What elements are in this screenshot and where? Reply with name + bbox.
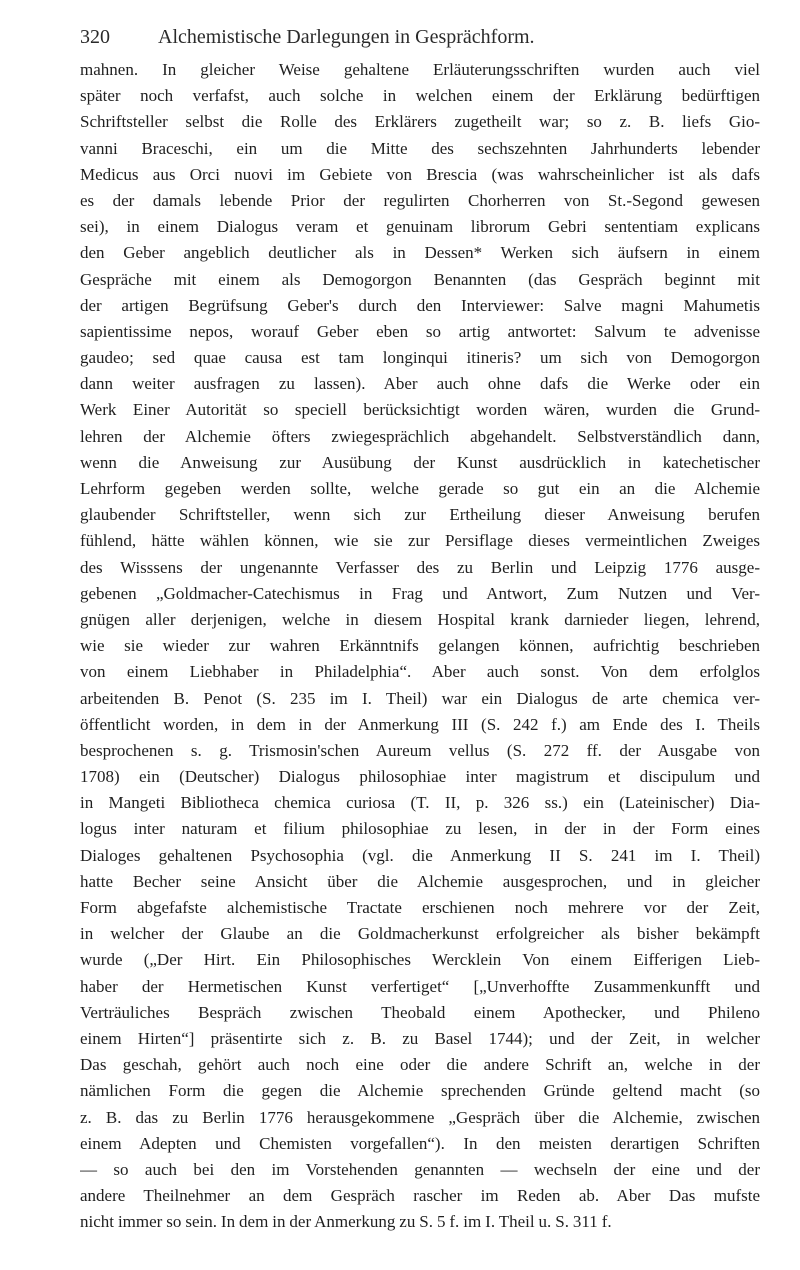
text-line: es der damals lebende Prior der regulirten Chorherren von St.-Segond gewesen xyxy=(80,190,760,210)
text-line: später noch verfafst, auch solche in welchen einem der Erklärung bedürftigen xyxy=(80,86,760,106)
text-line: Lehrform gegeben werden sollte, welche gerade so gut ein an die Alchemie xyxy=(80,479,760,498)
text-line: fühlend, hätte wählen können, wie sie zur Persiflage dieses vermeintlichen Zweiges xyxy=(80,531,760,551)
text-line: Das geschah, gehört auch noch eine oder die andere Schrift an, welche in der xyxy=(80,1055,760,1075)
text-line: 1708) ein (Deutscher) Dialogus philosophiae inter magistrum et discipulum und xyxy=(80,767,760,787)
text-line: von einem Liebhaber in Philadelphia“. Aber auch sonst. Von dem erfolglos xyxy=(80,662,760,682)
text-line: arbeitenden B. Penot (S. 235 im I. Theil) war ein Dialogus de arte chemica ver- xyxy=(80,688,760,708)
text-line: mahnen. In gleicher Weise gehaltene Erläuterungsschriften wurden auch viel xyxy=(80,60,760,79)
text-line: Verträuliches Bespräch zwischen Theobald einem Apothecker, und Phileno xyxy=(80,1002,760,1022)
text-line: wurde („Der Hirt. Ein Philosophisches Wercklein Von einem Eifferigen Lieb- xyxy=(80,950,760,970)
text-line: öffentlicht worden, in dem in der Anmerkung III (S. 242 f.) am Ende des I. Theils xyxy=(80,714,760,734)
text-line: — so auch bei den im Vorstehenden genannten — wechseln der eine und der xyxy=(80,1159,760,1179)
text-line: vanni Braceschi, ein um die Mitte des sechszehnten Jahrhunderts lebender xyxy=(80,138,760,158)
text-line: gaudeo; sed quae causa est tam longinqui itineris? um sich von Demogorgon xyxy=(80,348,760,368)
text-line: lehren der Alchemie öfters zwiegesprächlich abgehandelt. Selbstverständlich dann, xyxy=(80,426,760,446)
text-line: gnügen aller derjenigen, welche in diesem Hospital krank darnieder liegen, lehrend, xyxy=(80,609,760,629)
text-line: z. B. das zu Berlin 1776 herausgekommene „Gespräch über die Alchemie, zwischen xyxy=(80,1107,760,1127)
text-line: Medicus aus Orci nuovi im Gebiete von Brescia (was wahrscheinlicher ist als dafs xyxy=(80,164,760,184)
text-line: den Geber angeblich deutlicher als in Dessen* Werken sich äufsern in einem xyxy=(80,243,760,263)
text-line: andere Theilnehmer an dem Gespräch rascher im Reden ab. Aber Das mufste xyxy=(80,1186,760,1206)
running-title: Alchemistische Darlegungen in Gesprächform. xyxy=(158,26,535,48)
body-text xyxy=(80,57,760,1235)
text-line: der artigen Begrüfsung Geber's durch den Interviewer: Salve magni Mahumetis xyxy=(80,295,760,315)
text-line: logus inter naturam et filium philosophiae zu lesen, in der in der Form eines xyxy=(80,819,760,839)
text-line: in Mangeti Bibliotheca chemica curiosa (T. II, p. 326 ss.) ein (Lateinischer) Dia- xyxy=(80,793,760,813)
text-line: sapientissime nepos, worauf Geber eben so artig antwortet: Salvum te advenisse xyxy=(80,321,760,341)
text-line: haber der Hermetischen Kunst verfertiget“ [„Unverhoffte Zusammenkunfft und xyxy=(80,976,760,996)
text-line: wenn die Anweisung zur Ausübung der Kunst ausdrücklich in katechetischer xyxy=(80,452,760,472)
text-line: Dialoges gehaltenen Psychosophia (vgl. die Anmerkung II S. 241 im I. Theil) xyxy=(80,845,760,865)
text-line: in welcher der Glaube an die Goldmacherkunst erfolgreicher als bisher bekämpft xyxy=(80,924,760,944)
text-line: einem Hirten“] präsentirte sich z. B. zu Basel 1744); und der Zeit, in welcher xyxy=(80,1028,760,1048)
text-line: gebenen „Goldmacher-Catechismus in Frag und Antwort, Zum Nutzen und Ver- xyxy=(80,583,760,603)
running-header xyxy=(80,24,760,50)
text-line: Werk Einer Autorität so speciell berücksichtigt worden wären, wurden die Grund- xyxy=(80,400,760,420)
text-line: wie sie wieder zur wahren Erkänntnifs gelangen können, aufrichtig beschrieben xyxy=(80,636,760,656)
text-line: sei), in einem Dialogus veram et genuinam librorum Gebri sententiam explicans xyxy=(80,217,760,237)
text-line: hatte Becher seine Ansicht über die Alchemie ausgesprochen, und in gleicher xyxy=(80,871,760,891)
text-line: einem Adepten und Chemisten vorgefallen“). In den meisten derartigen Schriften xyxy=(80,1133,760,1153)
text-line: Schriftsteller selbst die Rolle des Erklärers zugetheilt war; so z. B. liefs Gio- xyxy=(80,112,760,132)
text-line: dann weiter ausfragen zu lassen). Aber auch ohne dafs die Werke oder ein xyxy=(80,374,760,394)
text-line: nicht immer so sein. In dem in der Anmerkung zu S. 5 f. im I. Theil u. S. 311 f. xyxy=(80,1212,612,1232)
text-line: Gespräche mit einem als Demogorgon Benannten (das Gespräch beginnt mit xyxy=(80,269,760,289)
text-line: glaubender Schriftsteller, wenn sich zur Ertheilung dieser Anweisung berufen xyxy=(80,505,760,525)
text-line: besprochenen s. g. Trismosin'schen Aureum vellus (S. 272 ff. der Ausgabe von xyxy=(80,740,760,760)
text-line: nämlichen Form die gegen die Alchemie sprechenden Gründe geltend macht (so xyxy=(80,1081,760,1101)
page-number: 320 xyxy=(80,26,110,48)
text-line: des Wisssens der ungenannte Verfasser des zu Berlin und Leipzig 1776 ausge- xyxy=(80,557,760,577)
text-line: Form abgefafste alchemistische Tractate erschienen noch mehrere vor der Zeit, xyxy=(80,898,760,917)
